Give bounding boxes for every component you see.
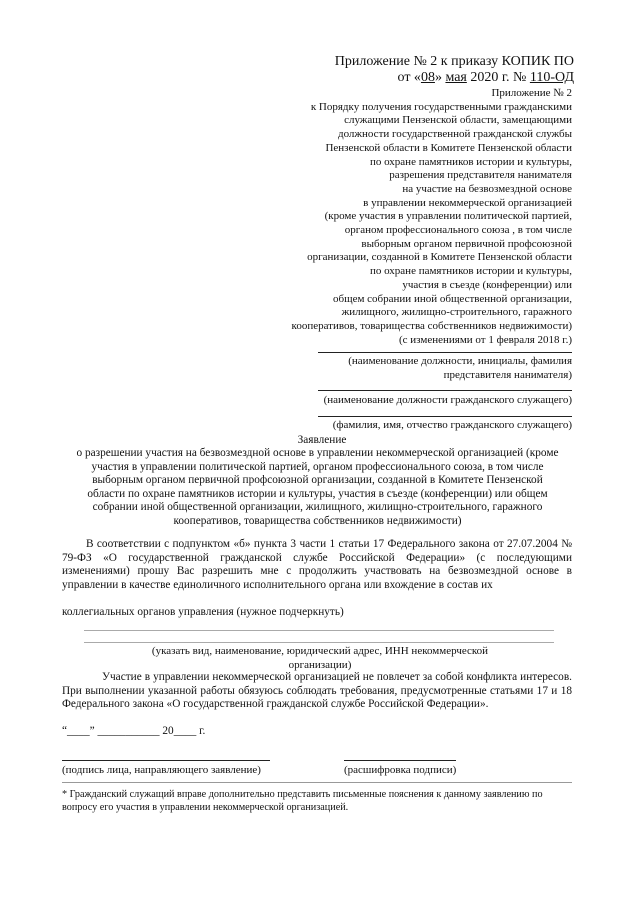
appendix-line: выборным органом первичной профсоюзной (361, 237, 572, 250)
organization-line[interactable] (84, 642, 554, 643)
fullname-caption: (фамилия, имя, отчество гражданского служащего) (332, 419, 572, 431)
order-reference-line1: Приложение № 2 к приказу КОПИК ПО (334, 54, 574, 69)
appendix-line: на участие на безвозмездной основе (402, 182, 572, 195)
fullname-line[interactable] (318, 416, 572, 417)
appendix-line: к Порядку получения государственными гражданскими (310, 100, 572, 113)
appendix-line: организации, созданной в Комитете Пензенской области (307, 251, 572, 264)
order-reference (174, 54, 574, 86)
appendix-title: Приложение № 2 (491, 87, 572, 99)
position-caption: (наименование должности гражданского служащего) (323, 394, 572, 406)
appendix-line: в управлении некоммерческой организацией (363, 196, 572, 209)
addressee-line[interactable] (318, 352, 572, 353)
appendix-block (132, 87, 572, 347)
date-field[interactable]: “____” ___________ 20____ г. (62, 725, 206, 737)
appendix-line: должности государственной гражданской службы (337, 128, 572, 141)
appendix-line: жилищного, жилищно-строительного, гаражного (341, 306, 572, 319)
order-reference-line2: от «08» мая 2020 г. № 110-ОД (397, 70, 574, 85)
appendix-line: (с изменениями от 1 февраля 2018 г.) (399, 333, 572, 346)
addressee-caption: (наименование должности, инициалы, фамилия представителя нанимателя) (348, 355, 572, 381)
position-line[interactable] (318, 390, 572, 391)
appendix-line: служащими Пензенской области, замещающими (344, 114, 572, 127)
organization-line[interactable] (84, 630, 554, 631)
appendix-line: по охране памятников истории и культуры, (369, 265, 572, 278)
appendix-line: Пензенской области в Комитете Пензенской области (325, 141, 572, 154)
footnote-divider (62, 782, 572, 783)
appendix-line: органом профессионального союза , в том числе (344, 224, 572, 237)
appendix-line: общем собрании иной общественной организации, (333, 292, 572, 305)
appendix-line: по охране памятников истории и культуры, (369, 155, 572, 168)
appendix-line: (кроме участия в управлении политической партией, (324, 210, 572, 223)
footnote: * Гражданский служащий вправе дополнительно представить письменные пояснения к данному заявлению по вопросу его участия в управлении некоммерческой организацией. (62, 789, 543, 813)
request-paragraph-last: коллегиальных органов управления (нужное подчеркнуть) (62, 606, 344, 618)
conflict-paragraph: Участие в управлении некоммерческой организацией не повлечет за собой конфликта интересов. При выполнении указанной работы обязуюсь соблюдать требования, предусмотренные статьями 17 и 18 Федерального закона «О государственной гражданской службе Российской Федерации». (62, 671, 572, 711)
signature-line[interactable] (62, 760, 270, 761)
request-paragraph: В соответствии с подпунктом «б» пункта 3 части 1 статьи 17 Федерального закона от 27.07.2004 № 79-ФЗ «О государственной гражданской службе Российской Федерации» (с последующими изменениями) прошу Вас разрешить мне с продолжить участвовать на безвозмездной основе в управлении в качестве единоличного исполнительного органа или вхождение в состав их (62, 538, 572, 591)
signature-transcript-line[interactable] (344, 760, 456, 761)
appendix-line: участия в съезде (конференции) или (402, 278, 572, 291)
organization-caption: (указать вид, наименование, юридический адрес, ИНН некоммерческой организации) (151, 645, 489, 671)
appendix-line: разрешения представителя нанимателя (389, 169, 572, 182)
appendix-line: кооперативов, товарищества собственников недвижимости) (291, 319, 572, 332)
statement-title: Заявление (297, 434, 347, 446)
signature-caption: (подпись лица, направляющего заявление) (62, 764, 261, 776)
signature-transcript-caption: (расшифровка подписи) (344, 764, 457, 776)
statement-subject: о разрешении участия на безвозмездной основе в управлении некоммерческой организацией (кроме участия в управлении политической партией, органом профессионального союза, в том числе выборным органом первичной профсоюзной организации, созданной в Комитете Пензенской области по охране памятников истории и культуры, участия в съезде (конференции) или общем собрании иной общественной организации, жилищного, жилищно-строительного, гаражного кооперативов, товарищества собственников недвижимости) (76, 447, 559, 527)
